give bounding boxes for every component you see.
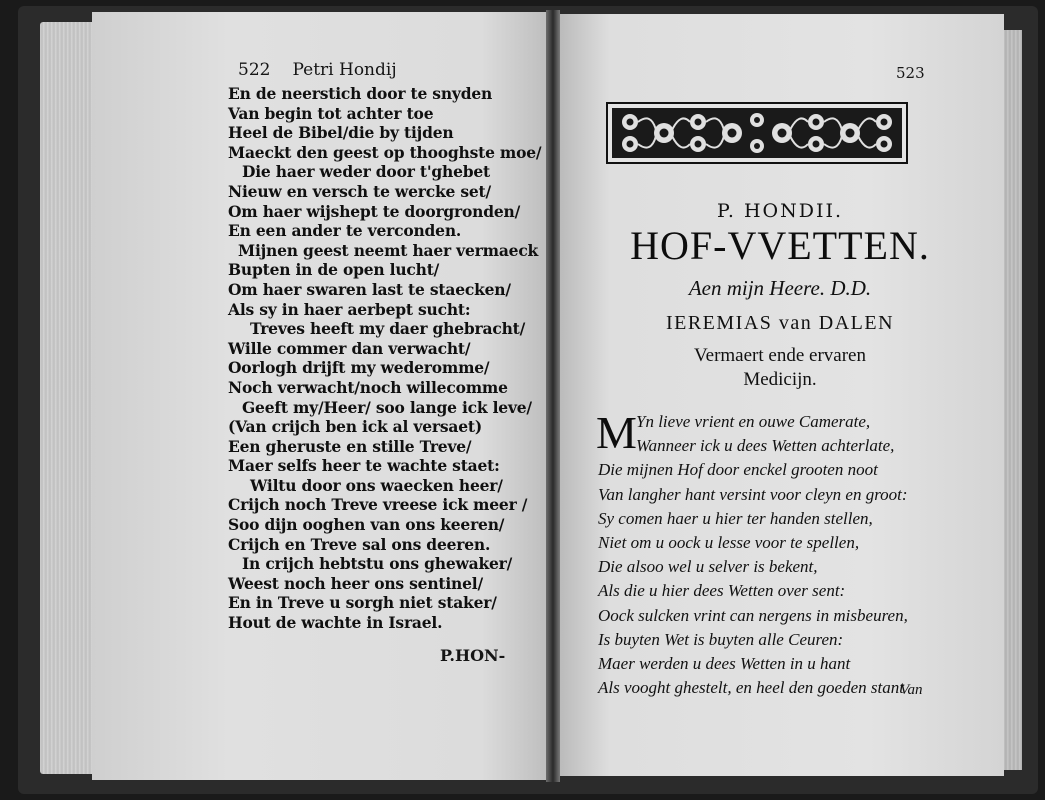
poem-line: Geeft my/Heer/ soo lange ick leve/ — [242, 397, 532, 417]
poem-line: Die alsoo wel u selver is bekent, — [598, 557, 818, 577]
dedicatee-name: IEREMIAS van DALEN — [665, 312, 895, 334]
poem-line: Niet om u oock u lesse voor te spellen, — [598, 533, 860, 553]
poem-line: Nieuw en versch te wercke set/ — [228, 181, 491, 201]
poem-line: Treves heeft my daer ghebracht/ — [250, 319, 526, 339]
poem-line: Van langher hant versint voor cleyn en groot: — [598, 484, 908, 504]
poem-line: Heel de Bibel/die by tijden — [228, 123, 454, 143]
catchword-left: P.HON- — [440, 646, 506, 665]
right-poem — [596, 407, 938, 700]
poem-line: Een gheruste en stille Treve/ — [228, 436, 472, 456]
left-poem — [228, 84, 542, 633]
poem-line: Sy comen haer u hier ter handen stellen, — [598, 508, 873, 528]
dedicatee-description-1: Vermaert ende ervaren — [694, 345, 866, 366]
poem-line: Wille commer dan verwacht/ — [228, 338, 471, 358]
poem-line: Yn lieve vrient en ouwe Camerate, — [636, 412, 871, 431]
running-head-text: Petri Hondij — [292, 60, 397, 80]
poem-line: Bupten in de open lucht/ — [228, 260, 440, 280]
drop-cap: M — [596, 407, 637, 458]
poem-line: Mijnen geest neemt haer vermaeck — [238, 240, 539, 260]
catchword-right: Van — [900, 682, 923, 698]
poem-line: Oorlogh drijft my wederomme/ — [228, 358, 490, 378]
poem-line: Als sy in haer aerbept sucht: — [228, 299, 471, 319]
poem-line: Maer werden u dees Wetten in u hant — [598, 654, 851, 674]
poem-line: Wanneer ick u dees Wetten achterlate, — [636, 436, 895, 456]
poem-line: Crijch en Treve sal ons deeren. — [228, 534, 491, 554]
poem-line: Die haer weder door t'ghebet — [242, 162, 491, 182]
running-head-left — [238, 60, 397, 80]
poem-line: En in Treve u sorgh niet staker/ — [228, 593, 497, 613]
poem-line: Om haer wijshept te doorgronden/ — [228, 201, 521, 221]
poem-line: Als die u hier dees Wetten over sent: — [598, 581, 846, 601]
poem-line: (Van crijch ben ick al versaet) — [228, 417, 482, 437]
poem-line: Soo dijn ooghen van ons keeren/ — [228, 515, 505, 535]
ornament-headpiece — [606, 102, 908, 164]
poem-line: In crijch hebtstu ons ghewaker/ — [242, 554, 513, 574]
page-edges-left — [40, 22, 98, 774]
dedicatee-description-2: Medicijn. — [743, 369, 817, 390]
poem-line: Crijch noch Treve vreese ick meer / — [228, 495, 528, 515]
poem-line: Van begin tot achter toe — [228, 103, 434, 123]
poem-line: Weest noch heer ons sentinel/ — [228, 573, 483, 593]
page-title: HOF-VVETTEN. — [630, 223, 930, 268]
poem-line: Die mijnen Hof door enckel grooten noot — [598, 460, 878, 480]
poem-line: Is buyten Wet is buyten alle Ceuren: — [598, 629, 844, 649]
poem-line: Maeckt den geest op thooghste moe/ — [228, 142, 542, 162]
poem-line: Oock sulcken vrint can nergens in misbeuren, — [598, 605, 908, 625]
poem-line: Wiltu door ons waecken heer/ — [250, 475, 503, 495]
poem-line: En de neerstich door te snyden — [228, 84, 493, 103]
page-number-left: 522 — [238, 60, 271, 80]
poem-line: Als vooght ghestelt, en heel den goeden stant — [598, 678, 904, 698]
author-heading: P. HONDII. — [716, 200, 844, 222]
dedication-line: Aen mijn Heere. D.D. — [688, 276, 872, 300]
book-gutter — [546, 10, 560, 782]
poem-line: Maer selfs heer te wachte staet: — [228, 456, 500, 476]
poem-line: Noch verwacht/noch willecomme — [228, 377, 508, 397]
page-number-right: 523 — [896, 64, 925, 82]
poem-line: Hout de wachte in Israel. — [228, 613, 443, 633]
poem-line: En een ander te verconden. — [228, 221, 462, 241]
poem-line: Om haer swaren last te staecken/ — [228, 279, 511, 299]
